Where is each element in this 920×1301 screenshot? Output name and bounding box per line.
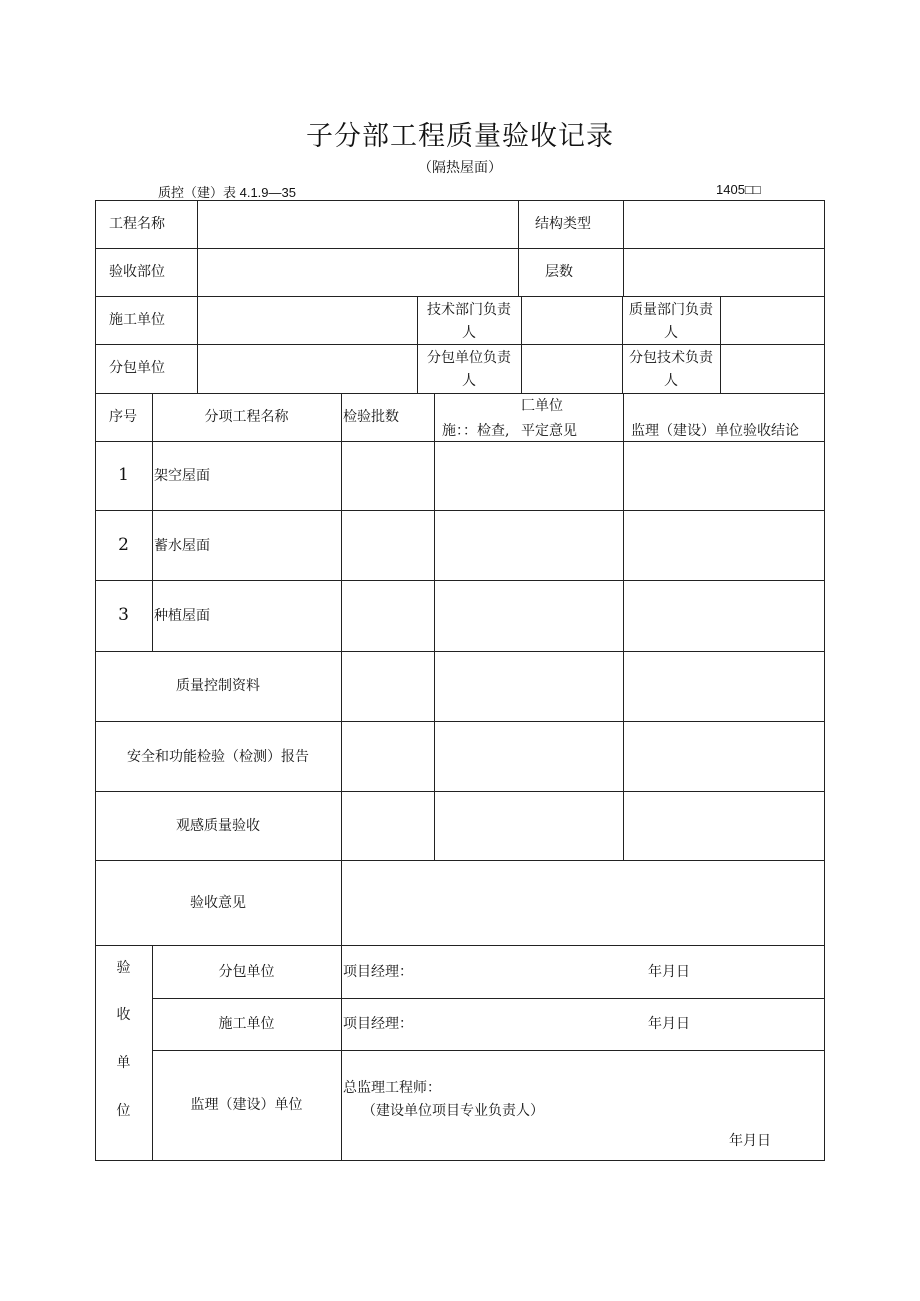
floors-label: 层数 [545, 264, 573, 280]
row-1-name: 架空屋面 [154, 468, 210, 484]
project-name-label: 工程名称 [109, 216, 165, 232]
sub-unit-head-label: 分包单位负责 [427, 350, 511, 366]
tech-dept-head-label-cont: 人 [462, 325, 476, 341]
page-title: 子分部工程质量验收记录 [306, 121, 614, 152]
sub-tech-head-label: 分包技术负责 [629, 350, 713, 366]
row-3-name: 种植屋面 [154, 608, 210, 624]
col-batch-count: 检验批数 [343, 409, 399, 425]
signoff-side-char-3: 单 [116, 1055, 131, 1071]
form-number: 1405□□ [716, 182, 761, 197]
safety-report-label: 安全和功能检验（检测）报告 [127, 749, 309, 765]
sub-unit-head-label-cont: 人 [462, 373, 476, 389]
form-code: 质控（建）表 4.1.9—35 [158, 185, 296, 200]
quality-dept-head-label-cont: 人 [664, 325, 678, 341]
opinion-label: 验收意见 [190, 895, 246, 911]
subcontractor-label: 分包单位 [109, 360, 165, 376]
signoff-side-char-4: 位 [116, 1103, 131, 1119]
appearance-label: 观感质量验收 [176, 818, 260, 834]
col-supervisor-conclusion: 监理（建设）单位验收结论 [631, 423, 799, 439]
signoff-owner-rep-label: （建设单位项目专业负责人） [362, 1103, 544, 1119]
signoff-contractor-date: 年月日 [648, 1016, 690, 1032]
signoff-contractor-unit: 施工单位 [218, 1016, 275, 1032]
row-3-seq: 3 [118, 605, 129, 625]
acceptance-part-label: 验收部位 [109, 264, 165, 280]
col-item-name: 分项工程名称 [204, 409, 289, 425]
page-subtitle: （隔热屋面） [418, 160, 502, 176]
signoff-supervisor-date: 年月日 [729, 1133, 771, 1149]
col-contractor-check-top: 匚单位 [521, 398, 563, 414]
signoff-sub-pm-label: 项目经理： [343, 964, 413, 980]
structure-type-label: 结构类型 [535, 216, 591, 232]
signoff-side-char-1: 验 [116, 960, 131, 976]
signoff-supervisor-unit: 监理（建设）单位 [190, 1097, 303, 1113]
row-2-name: 蓄水屋面 [154, 538, 210, 554]
quality-docs-label: 质量控制资料 [176, 678, 260, 694]
row-1-seq: 1 [118, 465, 129, 485]
signoff-sub-unit: 分包单位 [218, 964, 275, 980]
contractor-label: 施工单位 [109, 312, 165, 328]
signoff-side-char-2: 收 [116, 1007, 131, 1023]
signoff-sub-date: 年月日 [648, 964, 690, 980]
quality-dept-head-label: 质量部门负责 [629, 302, 713, 318]
row-2-seq: 2 [118, 535, 129, 555]
sub-tech-head-label-cont: 人 [664, 373, 678, 389]
col-contractor-check-right: 平定意见 [521, 423, 577, 439]
signoff-chief-supervisor-label: 总监理工程师： [343, 1080, 441, 1096]
signoff-contractor-pm-label: 项目经理： [343, 1016, 413, 1032]
tech-dept-head-label: 技术部门负责 [427, 302, 511, 318]
col-contractor-check-left: 施：：检查, [442, 423, 510, 439]
col-seq: 序号 [109, 409, 137, 425]
